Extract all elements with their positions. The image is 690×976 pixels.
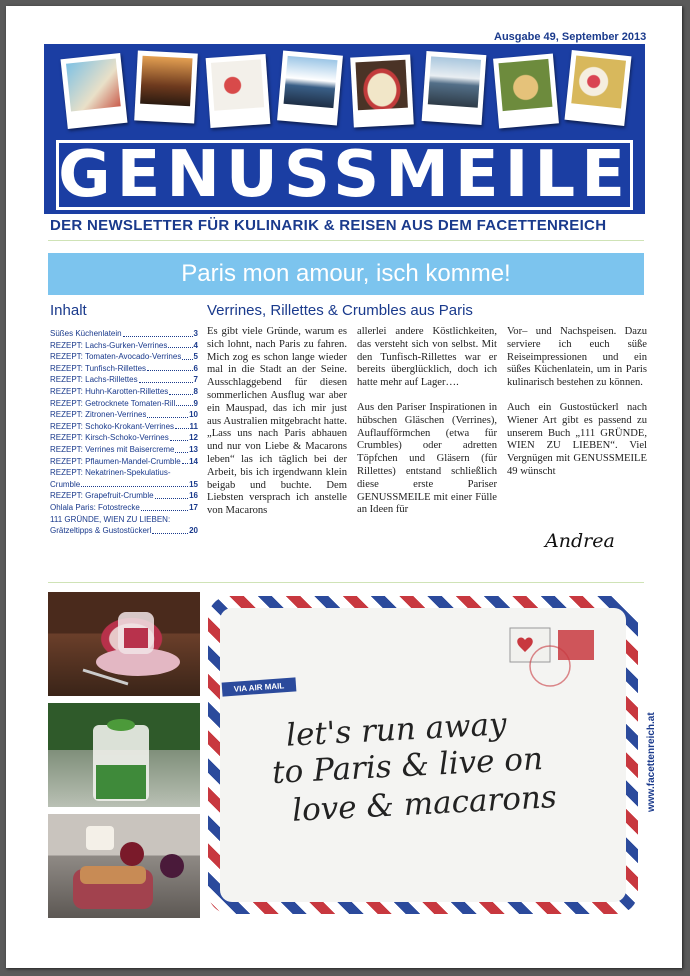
dessert-illustration [48,592,200,696]
crumble-illustration [48,814,200,918]
toc-leader-dots [81,486,188,487]
article-paragraph: Auch ein Gustostückerl nach Wiener Art gibt es passend zu unserem Buch „111 GRÜNDE, WIEN ZU LIEBEN“. Viel Vergnügen mit GENUSSMEILE 49 wünscht [507,401,647,477]
toc-page-number: 5 [193,352,198,362]
article-column-1 [207,326,347,530]
toc-page-number: 3 [193,329,198,338]
toc-item-label: Grätzeltipps & Gustostückerl [50,526,152,536]
logo-title: GENUSSMEILE [56,140,633,210]
toc-page-number: 14 [189,456,198,466]
issue-label: Ausgabe 49, September 2013 [494,31,647,43]
crumble-photo [48,814,200,918]
toc-item [50,514,198,526]
website-link[interactable]: www.facettenreich.at [646,712,657,812]
handwritten-line-1: let's run away [285,706,508,754]
toc-item-label: REZEPT: Tomaten-Avocado-Verrines [50,352,182,362]
verrine-photo [48,703,200,807]
toc-item [50,456,198,468]
toc-page-number: 17 [189,502,198,512]
toc-item [50,398,198,410]
toc-leader-dots [152,533,188,534]
toc-leader-dots [169,394,192,395]
toc-leader-dots [147,417,188,418]
toc-leader-dots [168,347,192,348]
toc-leader-dots [182,463,188,464]
article-heading: Verrines, Rillettes & Crumbles aus Paris [207,302,473,319]
toc-item [50,340,198,352]
polaroid-photo [206,54,271,128]
toc-page-number: 9 [193,398,198,408]
toc-page-number: 7 [193,375,198,385]
masthead-banner [44,44,645,214]
toc-item [50,502,198,514]
toc-item [50,467,198,479]
toc-leader-dots [123,336,193,337]
toc-item-label: REZEPT: Zitronen-Verrines [50,410,147,420]
toc-leader-dots [182,359,192,360]
toc-leader-dots [175,452,188,453]
toc-item [50,444,198,456]
table-of-contents [50,328,198,537]
toc-item-label: REZEPT: Tunfisch-Rillettes [50,363,147,373]
toc-item [50,328,198,340]
toc-item [50,525,198,537]
toc-page-number: 15 [189,479,198,489]
handwritten-line-2: to Paris & live on [271,740,544,792]
polaroid-photo [134,50,198,123]
toc-item-label: Süßes Küchenlatein [50,329,122,338]
toc-heading: Inhalt [50,302,87,319]
signature: Andrea [545,530,615,552]
toc-item-label: REZEPT: Getrocknete Tomaten-Rill [50,398,176,408]
toc-item [50,490,198,502]
toc-page-number: 11 [189,421,198,431]
article-column-2 [357,326,497,529]
headline-bar: Paris mon amour, isch komme! [48,253,644,295]
divider [48,582,644,583]
polaroid-photo [493,54,559,129]
article-paragraph: Es gibt viele Gründe, warum es sich lohnt, nach Paris zu fahren. Mich zog es schon lange wieder mal in die Stadt an der Seine. Ausschlaggebend für diesen sommerlichen Ausflug war aber ein Mauspad, das ich mir just aus Australien mitgebracht hatte. „Lass uns nach Paris abhauen und nur von Liebe & Macarons leben“ las ich täglich bei der Arbeit, bis ich irgendwann klein beigab und buchte. Dem Liebsten versprach ich anstelle von Macarons [207,326,347,517]
toc-item [50,479,198,491]
toc-item-label: REZEPT: Grapefruit-Crumble [50,491,154,501]
toc-item-label: REZEPT: Lachs-Rillettes [50,375,138,385]
toc-item-label: REZEPT: Verrines mit Baisercreme [50,444,175,454]
toc-item-label: REZEPT: Schoko-Krokant-Verrines [50,421,175,431]
toc-page-number: 8 [193,386,198,396]
toc-item-label: REZEPT: Huhn-Karotten-Rillettes [50,386,169,396]
toc-item-label: Ohlala Paris: Fotostrecke [50,502,140,512]
toc-item [50,421,198,433]
toc-item [50,432,198,444]
toc-page-number: 4 [193,340,198,350]
toc-item-label: REZEPT: Nekatrinen-Spekulatius- [50,468,171,478]
toc-leader-dots [170,440,188,441]
toc-leader-dots [139,382,193,383]
toc-leader-dots [175,428,188,429]
divider [48,240,644,241]
toc-item [50,374,198,386]
polaroid-photo [350,54,414,127]
toc-page-number: 16 [189,491,198,501]
toc-leader-dots [141,510,188,511]
toc-leader-dots [147,370,193,371]
toc-page-number: 6 [193,363,198,373]
polaroid-photo [422,51,487,125]
toc-page-number: 10 [189,410,198,420]
article-paragraph: Vor– und Nachspeisen. Dazu serviere ich euch süße Reiseimpressionen und ein süßes Küchenlatein, um in Paris kulinarisch bestehen zu können. [507,326,647,389]
toc-item [50,409,198,421]
toc-leader-dots [176,405,192,406]
toc-item-label: Crumble [50,479,81,489]
toc-page-number: 13 [189,444,198,454]
toc-page-number: 12 [189,433,198,443]
toc-item [50,386,198,398]
polaroid-photo [61,53,128,129]
dessert-photo [48,592,200,696]
toc-item-label: 111 GRÜNDE, WIEN ZU LIEBEN: [50,514,171,524]
article-column-3 [507,326,647,491]
toc-leader-dots [155,498,189,499]
toc-item [50,363,198,375]
polaroid-photo [565,50,632,126]
newsletter-subtitle: DER NEWSLETTER FÜR KULINARIK & REISEN AUS DEM FACETTENREICH [50,217,607,234]
polaroid-photo [277,51,343,126]
article-paragraph: Aus den Pariser Inspirationen in hübschen Gläschen (Verrines), Auflaufförmchen (etwa für Crumbles) oder adretten Töpfchen und Gläsern (für Rillettes) entstand schließlich diese erste Pariser GENUSSMEILE mit einer Fülle an Ideen für [357,401,497,516]
toc-page-number: 20 [189,526,198,536]
article-paragraph: allerlei andere Köstlichkeiten, das versteht sich von selbst. Mit den Tunfisch-Rillettes war er bereits überglücklich, doch ich hatte mehr auf Lager…. [357,326,497,389]
toc-item-label: REZEPT: Pflaumen-Mandel-Crumble [50,456,181,466]
verrine-illustration [48,703,200,807]
toc-item [50,351,198,363]
via-air-mail-stamp: VIA AIR MAIL [222,677,297,696]
toc-item-label: REZEPT: Kirsch-Schoko-Verrines [50,433,169,443]
toc-item-label: REZEPT: Lachs-Gurken-Verrines [50,340,168,350]
handwritten-line-3: love & macarons [291,779,558,829]
